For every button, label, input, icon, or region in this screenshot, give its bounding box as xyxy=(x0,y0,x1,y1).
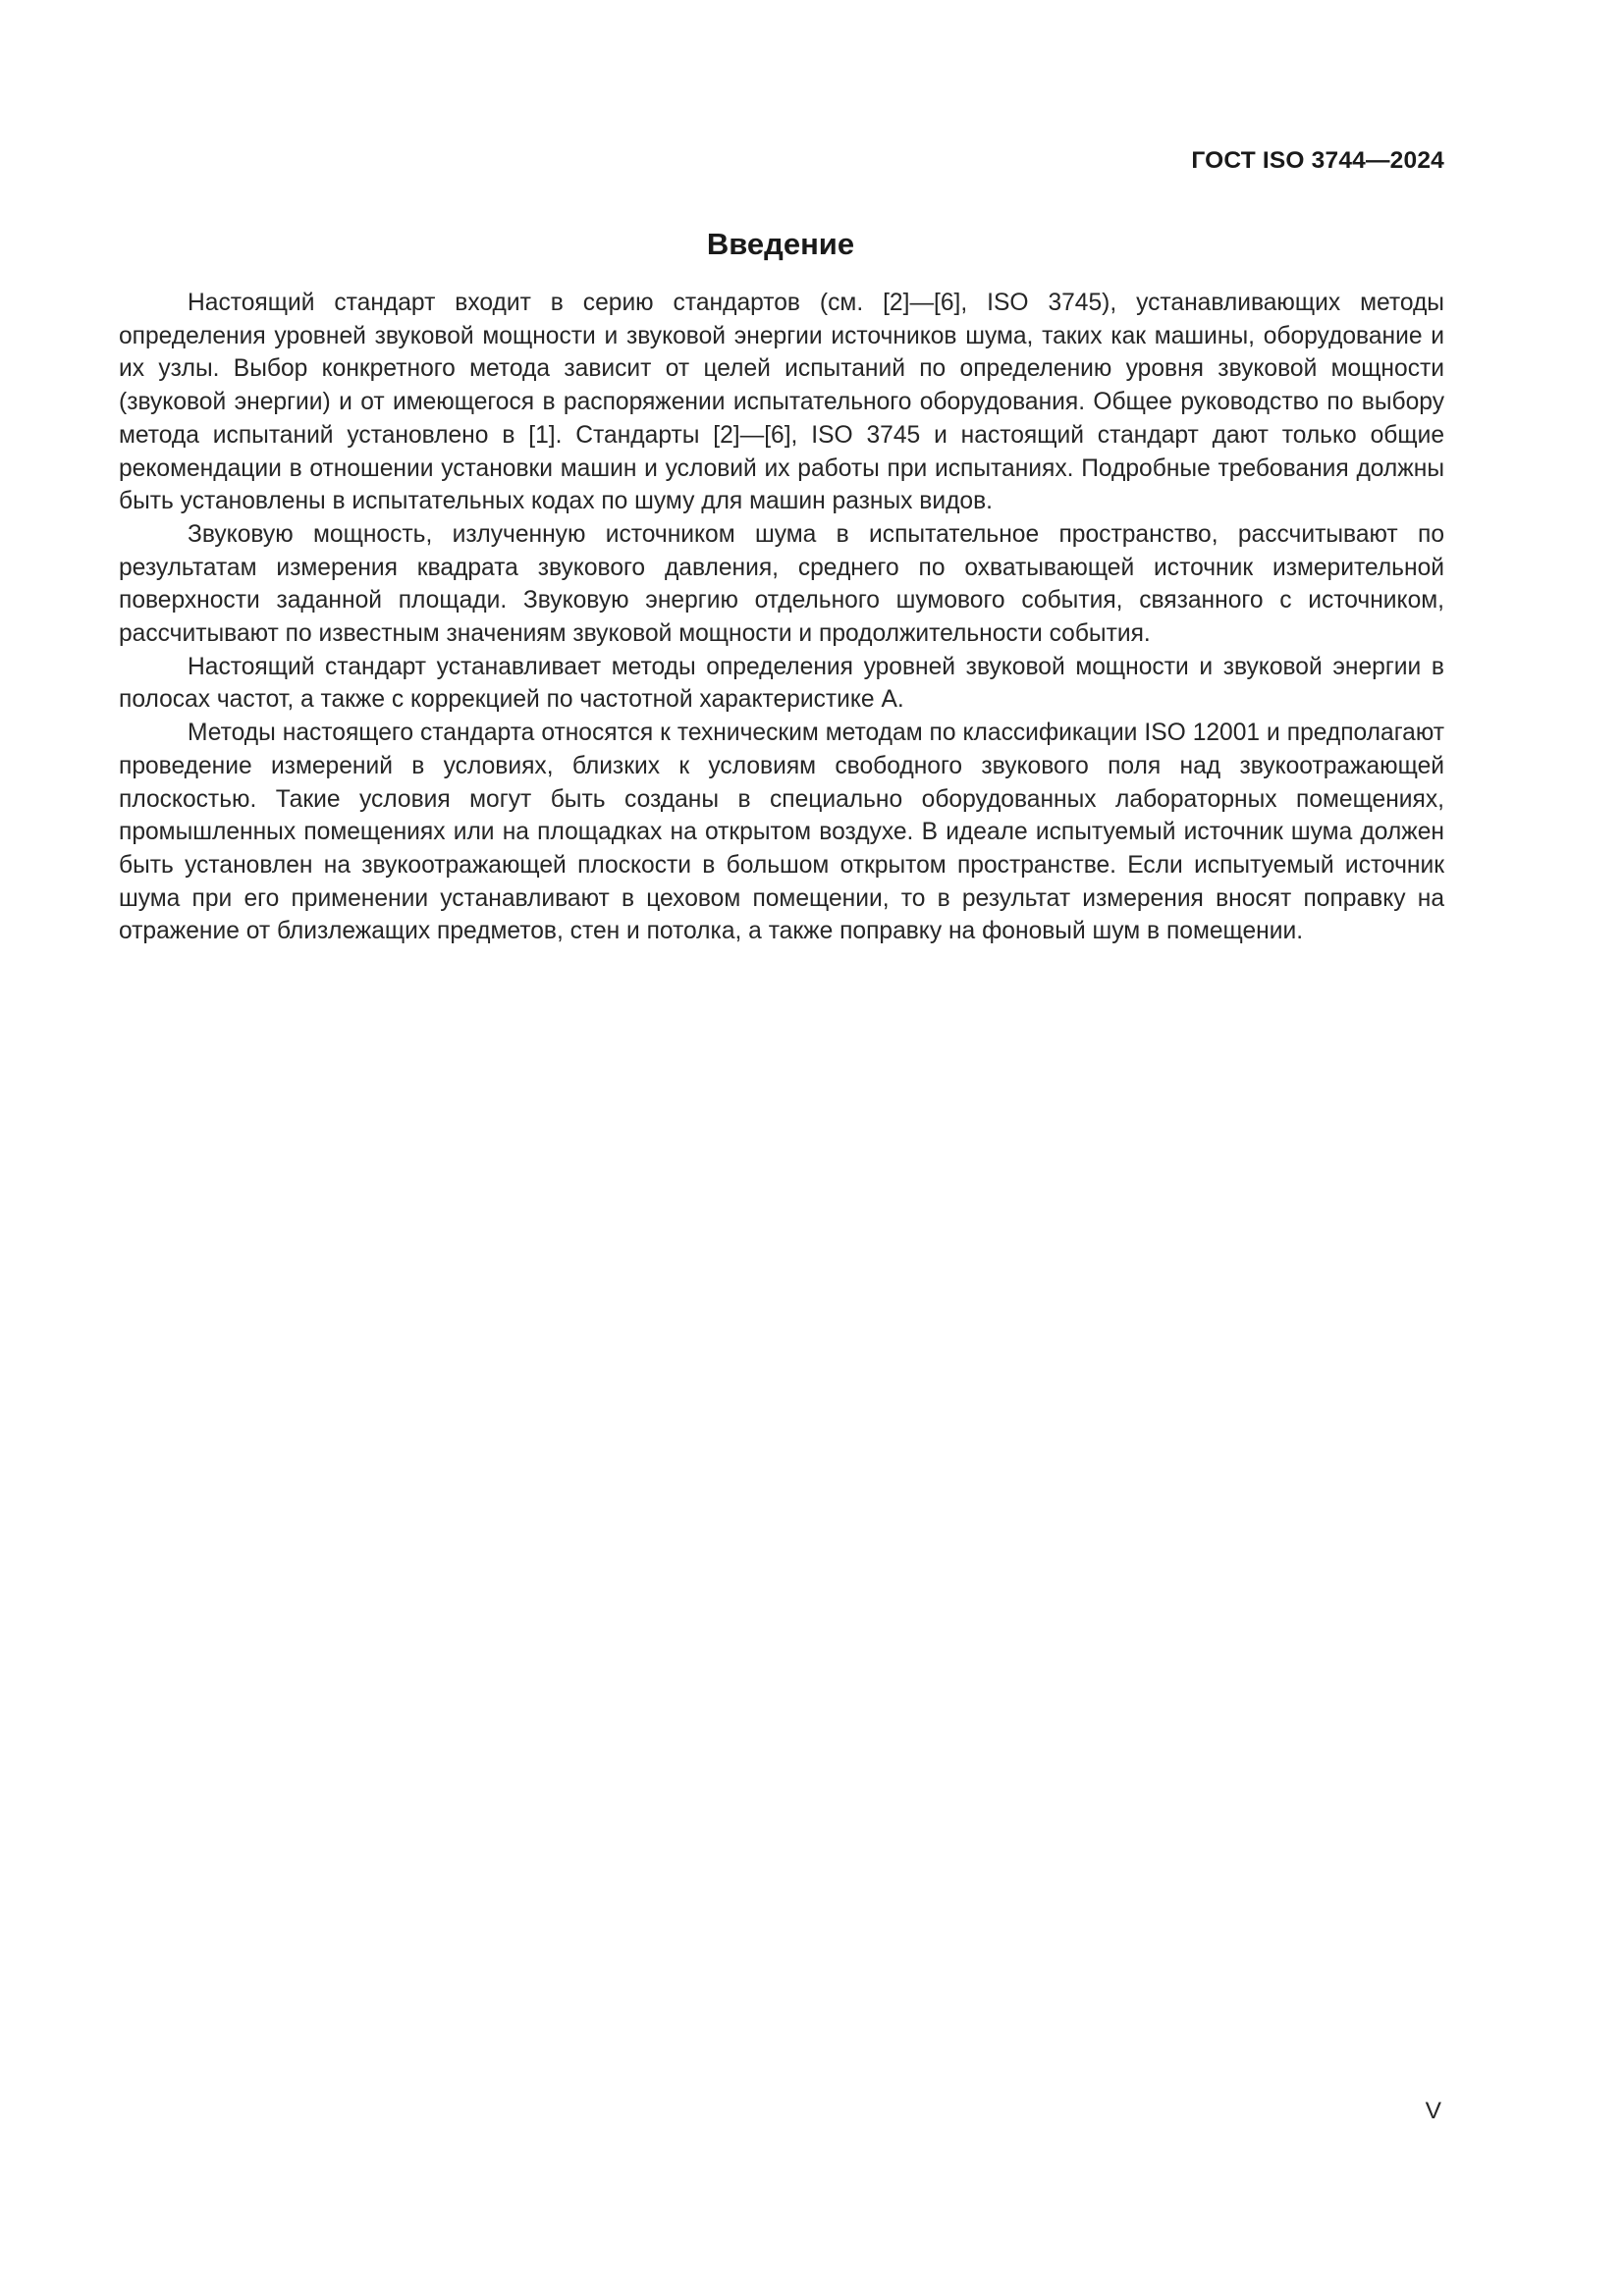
paragraph-3: Настоящий стандарт устанавливает методы определения уровней звуковой мощности и звуковой энергии в полосах частот, а также с коррекцией по частотной характеристике А. xyxy=(119,653,1444,714)
paragraph-2: Звуковую мощность, излученную источником шума в испытательное пространство, рассчитывают по результатам измерения квадрата звукового давления, среднего по охватывающей источник измерительной поверхности заданной площади. Звуковую энергию отдельного шумового события, связанного с источником, рассчитывают по известным значениям звуковой мощности и продолжительности события. xyxy=(119,520,1444,648)
paragraph-1: Настоящий стандарт входит в серию стандартов (см. [2]—[6], ISO 3745), устанавливающих методы определения уровней звуковой мощности и звуковой энергии источников шума, таких как машины, оборудование и их узлы. Выбор конкретного метода зависит от целей испытаний по определению уровня звуковой мощности (звуковой энергии) и от имеющегося в распоряжении испытательного оборудования. Общее руководство по выбору метода испытаний установлено в [1]. Стандарты [2]—[6], ISO 3745 и настоящий стандарт дают только общие рекомендации в отношении установки машин и условий их работы при испытаниях. Подробные требования должны быть установлены в испытательных кодах по шуму для машин разных видов. xyxy=(119,290,1444,515)
document-code-header: ГОСТ ISO 3744—2024 xyxy=(1191,147,1444,174)
section-title: Введение xyxy=(706,227,855,261)
page-number: V xyxy=(1425,2098,1441,2124)
paragraph-4: Методы настоящего стандарта относятся к техническим методам по классификации ISO 12001 и предполагают проведение измерений в условиях, близких к условиям свободного звукового поля над звукоотражающей плоскостью. Такие условия могут быть созданы в специально оборудованных лабораторных помещениях, промышленных помещениях или на площадках на открытом воздухе. В идеале испытуемый источник шума должен быть установлен на звукоотражающей плоскости в большом открытом пространстве. Если испытуемый источник шума при его применении устанавливают в цеховом помещении, то в результат измерения вносят поправку на отражение от близлежащих предметов, стен и потолка, а также поправку на фоновый шум в помещении. xyxy=(119,720,1444,945)
introduction-body xyxy=(119,287,1444,948)
